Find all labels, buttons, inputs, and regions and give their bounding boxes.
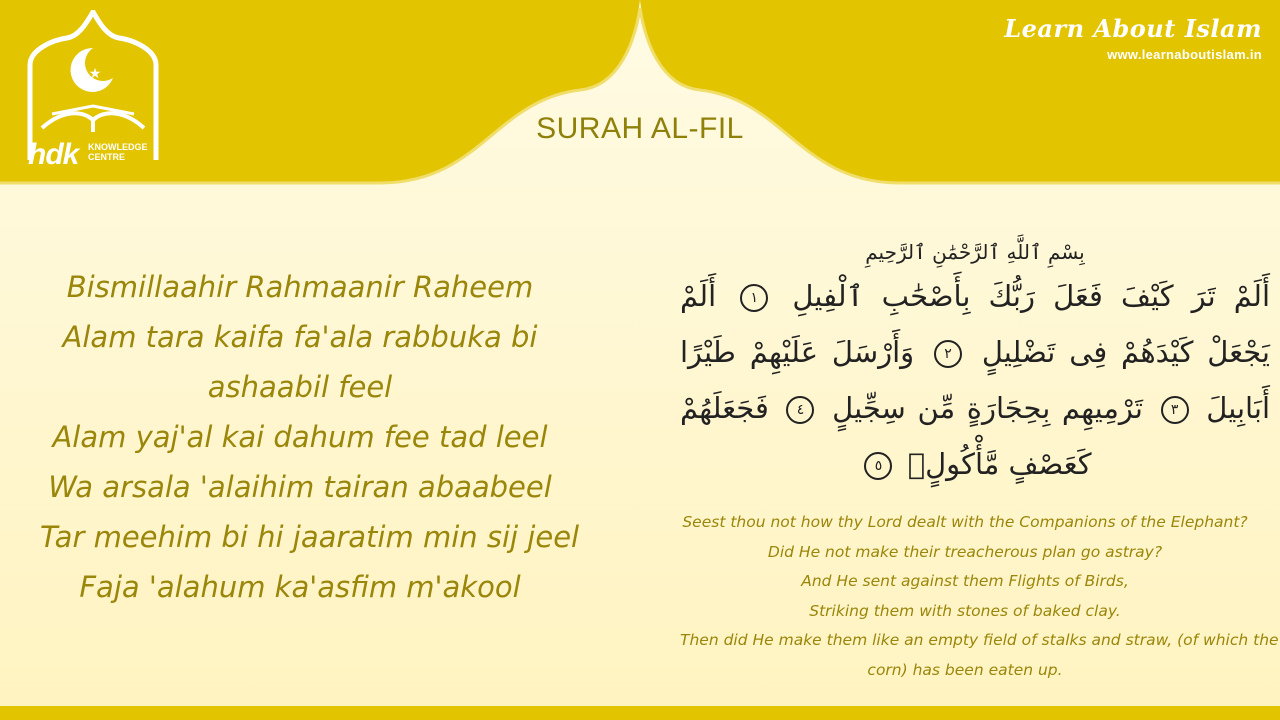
translation-line: Striking them with stones of baked clay. — [809, 601, 1121, 620]
translation-block — [680, 508, 1279, 685]
arabic-verse: تَرْمِيهِم بِحِجَارَةٍ مِّن سِجِّيلٍ — [832, 391, 1143, 425]
footer-band — [0, 706, 1280, 720]
arabic-verse: أَلَمْ تَرَ كَيْفَ فَعَلَ رَبُّكَ بِأَصْحَٰبِ ٱلْفِيلِ — [792, 279, 1271, 313]
page-title: SURAH AL-FIL — [536, 112, 744, 145]
hdk-logo — [22, 10, 164, 170]
brand-url: www.learnaboutislam.in — [1107, 47, 1262, 62]
ayah-number-marker: ٢ — [934, 340, 962, 368]
logo-centre-text: CENTRE — [88, 152, 126, 162]
brand-name: Learn About Islam — [1004, 14, 1262, 43]
svg-text:★: ★ — [88, 66, 102, 82]
transliteration-block — [40, 262, 580, 612]
translation-line: Then did He make them like an empty field of stalks and straw, (of which the — [680, 631, 1279, 649]
arabic-text-block — [680, 240, 1270, 492]
translation-line: And He sent against them Flights of Birds, — [801, 572, 1129, 590]
ayah-number-marker: ٤ — [786, 396, 814, 424]
translation-line: corn) has been eaten up. — [867, 660, 1063, 679]
transliteration-line: Wa arsala 'alaihim tairan abaabeel — [48, 470, 552, 504]
ayah-number-marker: ١ — [740, 284, 768, 312]
logo-hdk-text: hdk — [28, 138, 79, 171]
transliteration-line: Alam yaj'al kai dahum fee tad leel — [52, 420, 548, 454]
arabic-verse: فَجَعَلَهُمْ كَعَصْفٍ مَّأْكُولٍۭ — [680, 391, 1092, 481]
arabic-verse: وَأَرْسَلَ عَلَيْهِمْ طَيْرًا أَبَابِيلَ — [680, 335, 1270, 425]
transliteration-line: Faja 'alahum ka'asfim m'akool — [79, 570, 521, 604]
brand-block — [1004, 14, 1262, 62]
translation-line: Did He not make their treacherous plan go astray? — [767, 542, 1163, 561]
ayah-number-marker: ٣ — [1161, 396, 1189, 424]
transliteration-line: ashaabil feel — [207, 370, 393, 404]
arabic-verses — [680, 268, 1270, 492]
bismillah-arabic: بِسْمِ ٱللَّهِ ٱلرَّحْمَٰنِ ٱلرَّحِيمِ — [865, 240, 1085, 264]
ayah-number-marker: ٥ — [864, 452, 892, 480]
arabic-verse: أَلَمْ يَجْعَلْ كَيْدَهُمْ فِى تَضْلِيلٍ — [680, 279, 1270, 369]
transliteration-line: Alam tara kaifa fa'ala rabbuka bi — [62, 320, 538, 354]
translation-line: Seest thou not how thy Lord dealt with the Companions of the Elephant? — [682, 513, 1248, 531]
transliteration-line: Bismillaahir Rahmaanir Raheem — [66, 270, 534, 304]
logo-knowledge-text: KNOWLEDGE — [88, 142, 148, 152]
transliteration-line: Tar meehim bi hi jaaratim min sij jeel — [40, 520, 580, 554]
